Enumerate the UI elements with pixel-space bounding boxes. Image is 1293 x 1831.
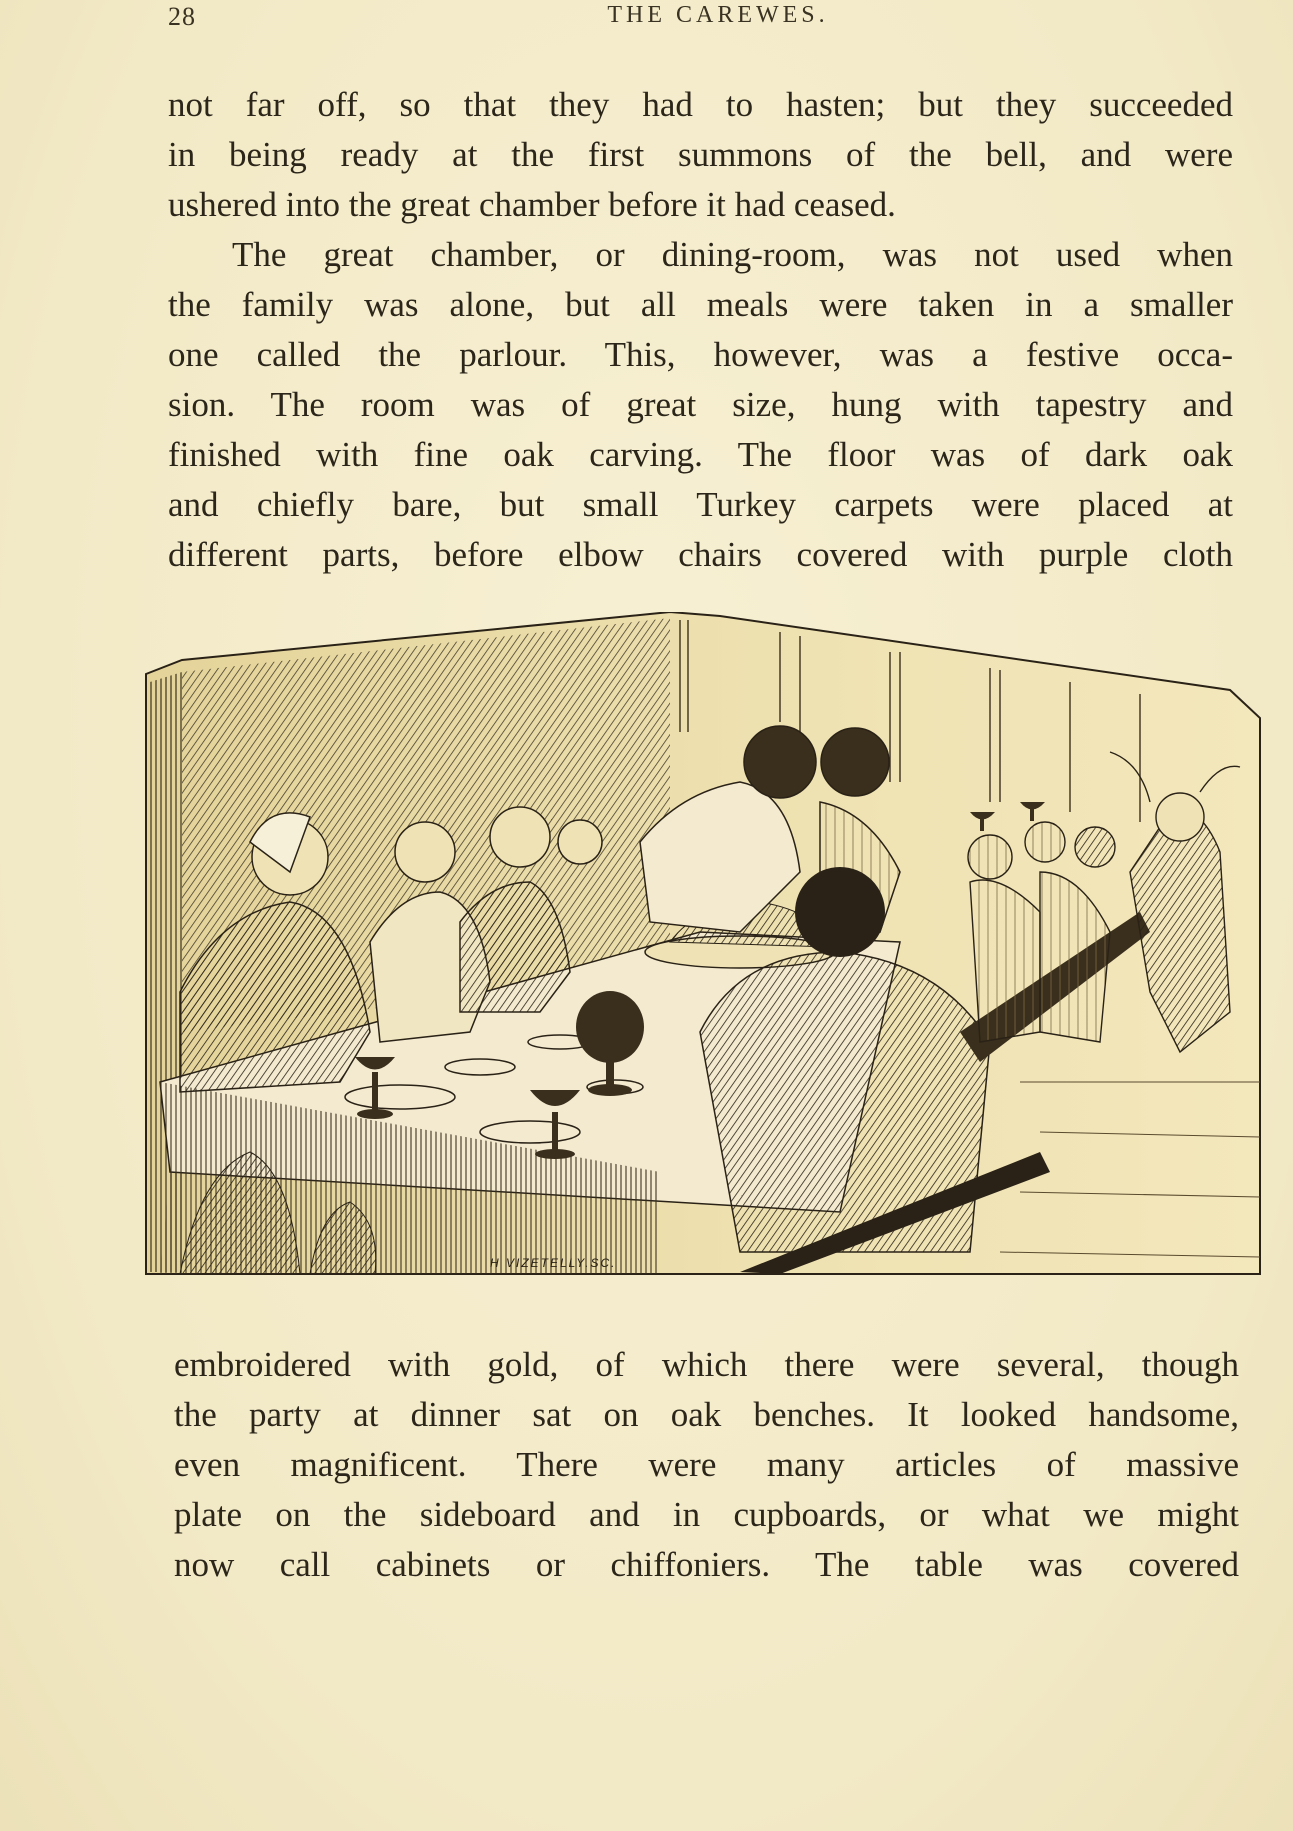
- text-line: sion. The room was of great size, hung with tapestry and: [168, 385, 1233, 424]
- engraving-svg: [140, 612, 1270, 1286]
- text-line: one called the parlour. This, however, was a festive occa-: [168, 335, 1233, 374]
- text-line: finished with fine oak carving. The floor was of dark oak: [168, 435, 1233, 474]
- text-line: plate on the sideboard and in cupboards, or what we might: [174, 1495, 1239, 1534]
- engraving-banquet-scene: [140, 612, 1270, 1286]
- running-head: [168, 2, 1228, 36]
- running-title: THE CAREWES.: [607, 2, 829, 28]
- text-line: even magnificent. There were many articles of massive: [174, 1445, 1239, 1484]
- text-line: the party at dinner sat on oak benches. It looked handsome,: [174, 1395, 1239, 1434]
- paragraph-block-bottom: [174, 1340, 1239, 1590]
- text-line: now call cabinets or chiffoniers. The table was covered: [174, 1545, 1239, 1584]
- text-line: in being ready at the first summons of the bell, and were: [168, 135, 1233, 174]
- text-line: ushered into the great chamber before it had ceased.: [168, 185, 896, 224]
- text-line: embroidered with gold, of which there were several, though: [174, 1345, 1239, 1384]
- text-line: the family was alone, but all meals were taken in a smaller: [168, 285, 1233, 324]
- text-line: different parts, before elbow chairs covered with purple cloth: [168, 535, 1233, 574]
- text-line: not far off, so that they had to hasten; but they succeeded: [168, 85, 1233, 124]
- engraver-signature: H VIZETELLY.SC.: [490, 1256, 617, 1270]
- paragraph-block-top: [168, 80, 1233, 580]
- page-number: 28: [168, 2, 196, 31]
- text-line: and chiefly bare, but small Turkey carpets were placed at: [168, 485, 1233, 524]
- text-line: The great chamber, or dining-room, was not used when: [232, 235, 1233, 274]
